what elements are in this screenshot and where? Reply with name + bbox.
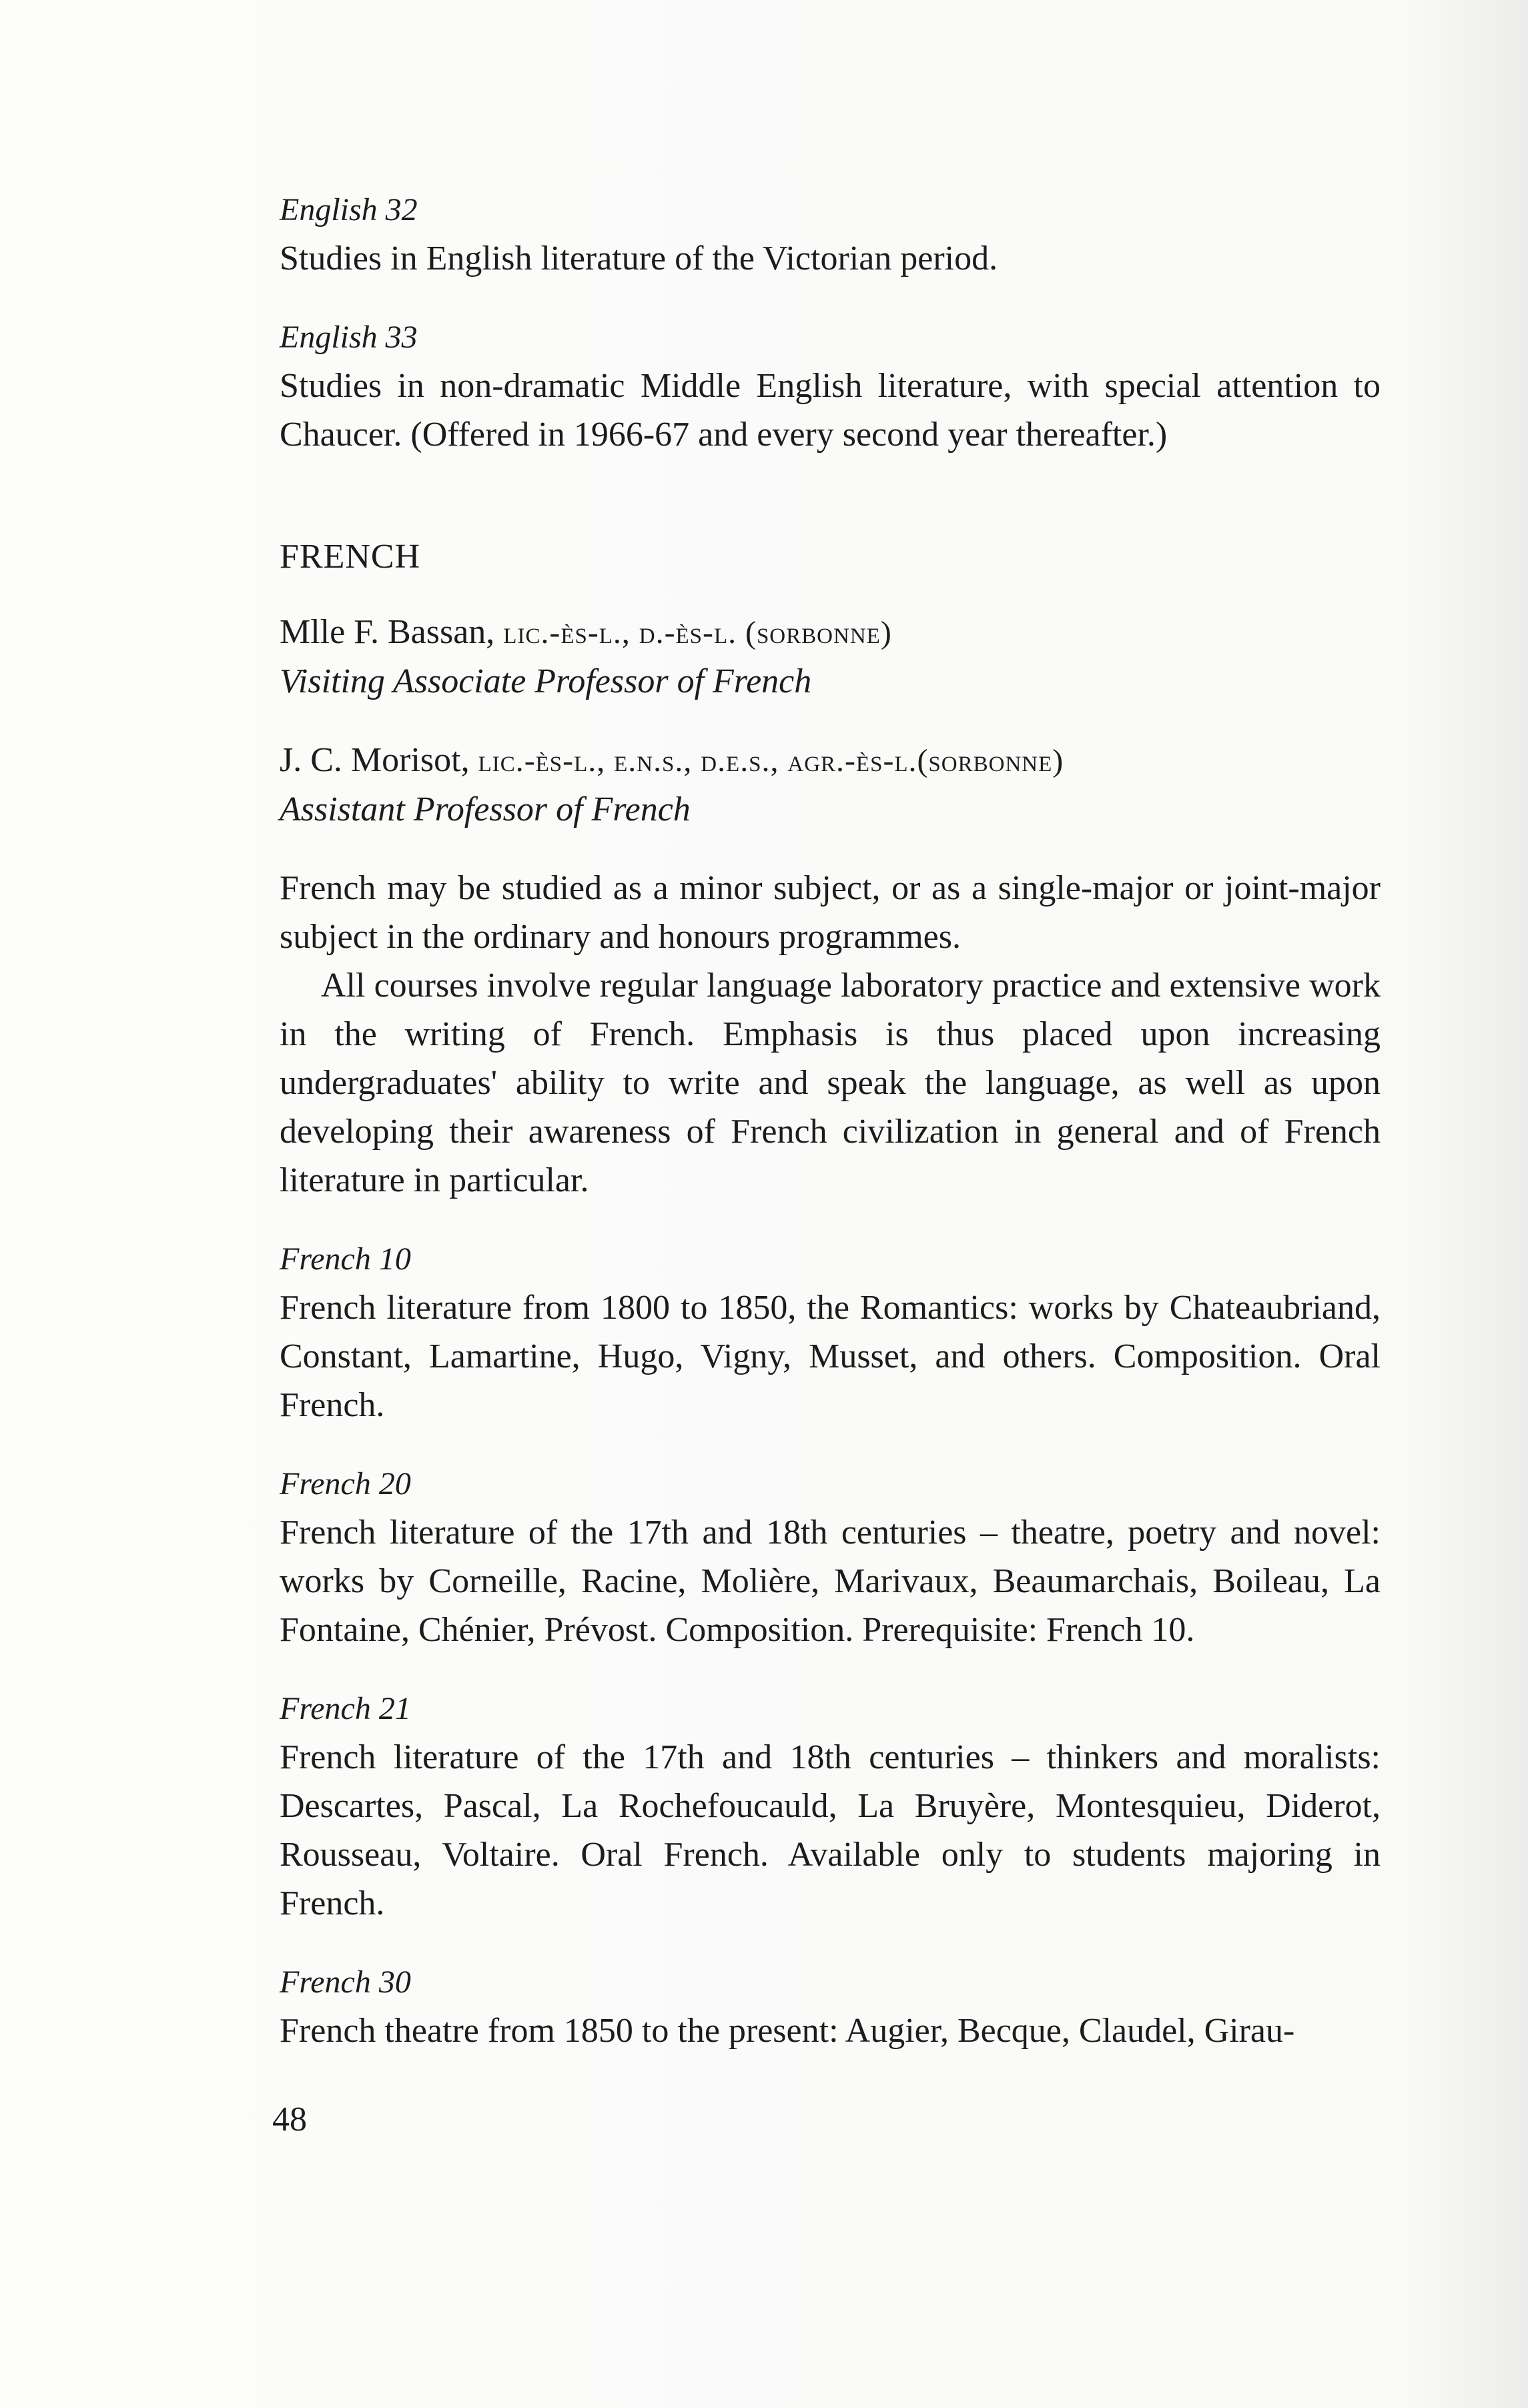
intro-paragraph: French may be studied as a minor subject, or as a single-major or joint-major subject in the ordinary and honours programmes. bbox=[280, 869, 1381, 956]
staff-title: Visiting Associate Professor of French bbox=[280, 662, 812, 700]
course-french-30 bbox=[280, 1958, 1381, 2055]
staff-title: Assistant Professor of French bbox=[280, 790, 691, 828]
staff-entry bbox=[280, 736, 1381, 834]
intro-paragraph: All courses involve regular language laboratory practice and extensive work in the writing of French. Emphasis is thus placed upon increasing undergraduates' ability to write and speak the language, as well as upon developing their awareness of French civilization in general and of French literature in particular. bbox=[280, 967, 1381, 1199]
course-french-10 bbox=[280, 1235, 1381, 1429]
course-description: Studies in non-dramatic Middle English literature, with special attention to Chaucer. (Offered in 1966-67 and every second year thereafter.) bbox=[280, 367, 1381, 454]
section-heading-french: FRENCH bbox=[280, 538, 421, 576]
course-title: English 33 bbox=[280, 320, 418, 355]
course-title: French 21 bbox=[280, 1691, 411, 1726]
course-description: French theatre from 1850 to the present: Augier, Becque, Claudel, Girau- bbox=[280, 2012, 1295, 2050]
page-number: 48 bbox=[272, 2100, 307, 2139]
course-description: French literature from 1800 to 1850, the Romantics: works by Chateaubriand, Constant, Lamartine, Hugo, Vigny, Musset, and others. Composition. Oral French. bbox=[280, 1289, 1381, 1424]
course-english-33 bbox=[280, 313, 1381, 459]
staff-degrees: lic.-ès-l., d.-ès-l. (sorbonne) bbox=[503, 615, 892, 650]
french-intro bbox=[280, 864, 1381, 1205]
course-title: French 10 bbox=[280, 1241, 411, 1277]
course-english-32 bbox=[280, 185, 1381, 283]
course-description: French literature of the 17th and 18th centuries – thinkers and moralists: Descartes, Pascal, La Rochefoucauld, La Bruyère, Montesquieu, Diderot, Rousseau, Voltaire. Oral French. Available only to students majoring in French. bbox=[280, 1738, 1381, 1922]
course-french-21 bbox=[280, 1684, 1381, 1928]
staff-name: Mlle F. Bassan, bbox=[280, 613, 495, 651]
staff-degrees: lic.-ès-l., e.n.s., d.e.s., agr.-ès-l.(sorbonne) bbox=[478, 743, 1064, 778]
course-description: French literature of the 17th and 18th centuries – theatre, poetry and novel: works by Corneille, Racine, Molière, Marivaux, Beaumarchais, Boileau, La Fontaine, Chénier, Prévost. Composition. Prerequisite: French 10. bbox=[280, 1514, 1381, 1649]
staff-name: J. C. Morisot, bbox=[280, 741, 470, 779]
course-french-20 bbox=[280, 1459, 1381, 1654]
course-title: French 20 bbox=[280, 1466, 411, 1501]
staff-entry bbox=[280, 608, 1381, 706]
course-description: Studies in English literature of the Victorian period. bbox=[280, 239, 998, 277]
course-title: English 32 bbox=[280, 192, 418, 227]
page-content bbox=[280, 185, 1381, 2085]
course-title: French 30 bbox=[280, 1964, 411, 2000]
